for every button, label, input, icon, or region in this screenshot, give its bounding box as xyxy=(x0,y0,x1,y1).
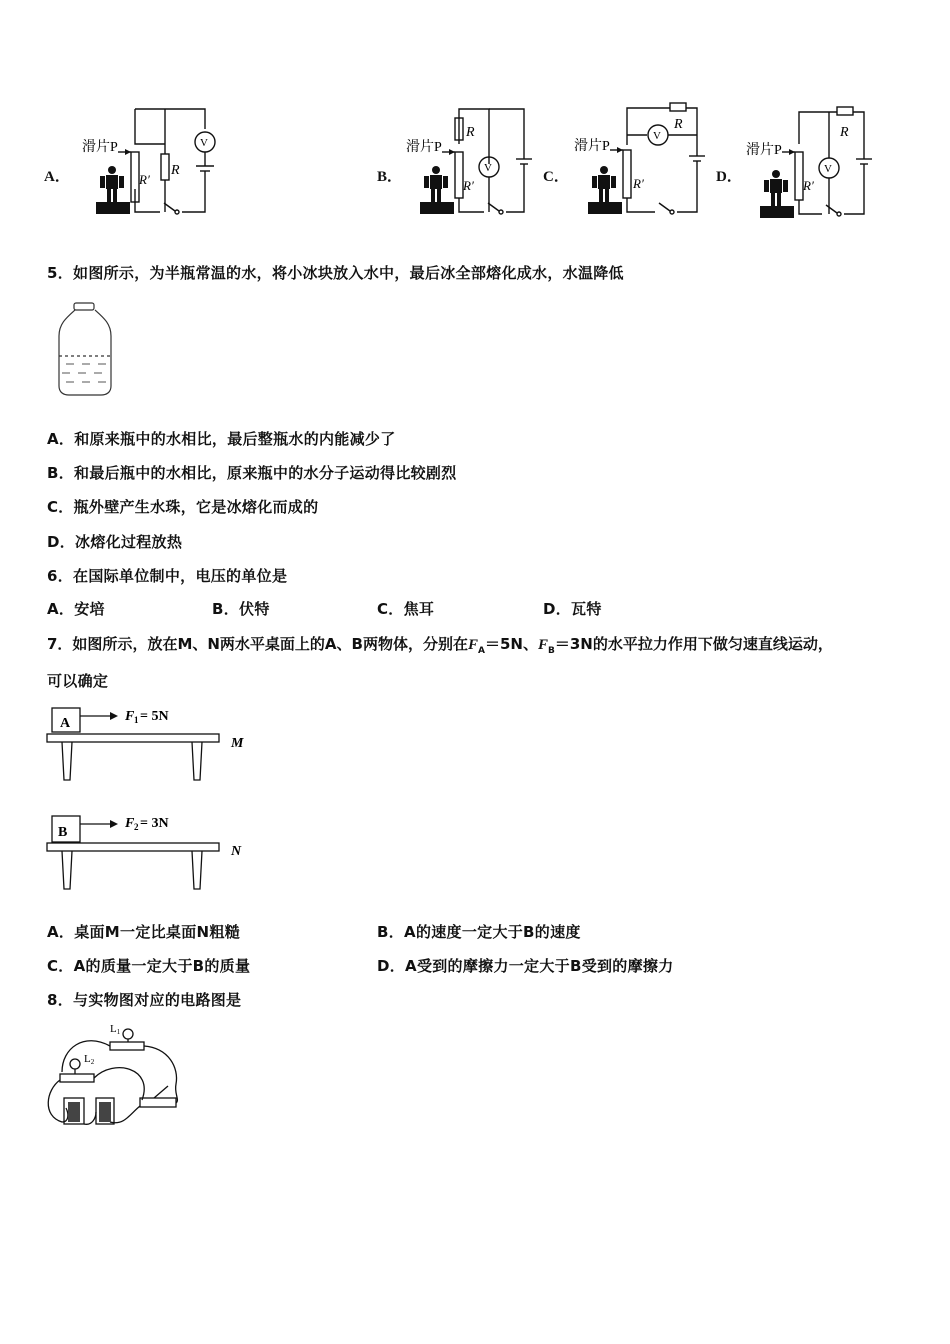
bottle-figure xyxy=(52,300,122,400)
q4-d-voltmeter: V xyxy=(824,163,832,175)
person-on-scale-icon xyxy=(420,166,454,214)
lamp-l2-label: L2 xyxy=(84,1053,95,1066)
q7-stem-line1 xyxy=(47,633,833,656)
q6-option-d: D．瓦特 xyxy=(543,600,602,618)
q5-option-d: D．冰熔化过程放热 xyxy=(47,533,183,551)
force-2-sub: 2 xyxy=(134,822,139,832)
q4-option-d-circuit xyxy=(744,104,884,222)
q7-tables-figure xyxy=(44,700,264,895)
q4-option-d-letter: D． xyxy=(716,169,742,185)
q7-option-b: B．A的速度一定大于B的速度 xyxy=(377,923,581,941)
q7-fa-symbol: F xyxy=(467,637,478,653)
q7-option-d: D．A受到的摩擦力一定大于B受到的摩擦力 xyxy=(377,957,674,975)
block-b-label: B xyxy=(58,825,68,840)
person-on-scale-icon xyxy=(760,170,794,218)
force-2-symbol: F xyxy=(125,816,135,831)
q7-stem-line2: 可以确定 xyxy=(47,672,109,690)
q4-d-r-label: R xyxy=(840,125,849,140)
q7-fb-symbol: F xyxy=(537,637,548,653)
q4-option-b-circuit xyxy=(404,104,544,222)
q7-fb-value: ＝3N的水平拉力作用下做匀速直线运动， xyxy=(554,635,833,653)
q5-option-a: A．和原来瓶中的水相比，最后整瓶水的内能减少了 xyxy=(47,430,396,448)
force-1-sub: 1 xyxy=(134,715,139,725)
q7-fb-sub: B xyxy=(547,646,555,656)
table-m-label: M xyxy=(231,736,244,751)
block-a-label: A xyxy=(60,716,71,731)
q4-b-voltmeter: V xyxy=(484,162,492,174)
q7-fa-sub: A xyxy=(477,646,485,656)
q4-a-voltmeter: V xyxy=(200,137,208,149)
q4-a-slider-label: 滑片P xyxy=(82,140,118,155)
q4-b-r-label: R xyxy=(466,125,475,140)
q5-option-b: B．和最后瓶中的水相比，原来瓶中的水分子运动得比较剧烈 xyxy=(47,464,457,482)
q4-option-a-circuit xyxy=(80,104,220,222)
q8-physical-circuit-figure xyxy=(44,1018,194,1130)
q5-stem: 5．如图所示，为半瓶常温的水，将小冰块放入水中，最后冰全部熔化成水，水温降低 xyxy=(47,264,624,282)
q7-stem-pre: 7．如图所示，放在M、N两水平桌面上的A、B两物体，分别在 xyxy=(47,635,468,653)
q4-option-b-letter: B． xyxy=(377,169,403,185)
force-2-value: = 3N xyxy=(140,816,169,831)
force-1-symbol: F xyxy=(125,709,135,724)
q4-c-voltmeter: V xyxy=(653,130,661,142)
lamp-l1-label: L1 xyxy=(110,1023,121,1036)
q5-option-c: C．瓶外壁产生水珠，它是冰熔化而成的 xyxy=(47,498,319,516)
q6-option-b: B．伏特 xyxy=(212,600,270,618)
q4-c-rp-label: R′ xyxy=(633,176,644,191)
person-on-scale-icon xyxy=(96,166,130,214)
q4-option-c-circuit xyxy=(572,100,712,222)
q6-option-a: A．安培 xyxy=(47,600,105,618)
q4-d-rp-label: R′ xyxy=(803,178,814,193)
q4-d-slider-label: 滑片P xyxy=(746,143,782,158)
q8-stem: 8．与实物图对应的电路图是 xyxy=(47,991,242,1009)
person-on-scale-icon xyxy=(588,166,622,214)
q4-b-slider-label: 滑片P xyxy=(406,140,442,155)
q7-option-c: C．A的质量一定大于B的质量 xyxy=(47,957,251,975)
q4-c-r-label: R xyxy=(674,117,683,132)
q7-fa-value: ＝5N、 xyxy=(484,635,538,653)
table-n-label: N xyxy=(231,844,242,859)
q6-stem: 6．在国际单位制中，电压的单位是 xyxy=(47,567,288,585)
q4-c-slider-label: 滑片P xyxy=(574,139,610,154)
q4-a-r-label: R xyxy=(171,163,180,178)
q7-option-a: A．桌面M一定比桌面N粗糙 xyxy=(47,923,240,941)
q6-option-c: C．焦耳 xyxy=(377,600,435,618)
q4-b-rp-label: R′ xyxy=(463,178,474,193)
q4-option-c-letter: C． xyxy=(543,169,569,185)
q4-option-a-letter: A． xyxy=(44,169,70,185)
force-1-value: = 5N xyxy=(140,709,169,724)
q4-a-rp-label: R′ xyxy=(139,172,150,187)
